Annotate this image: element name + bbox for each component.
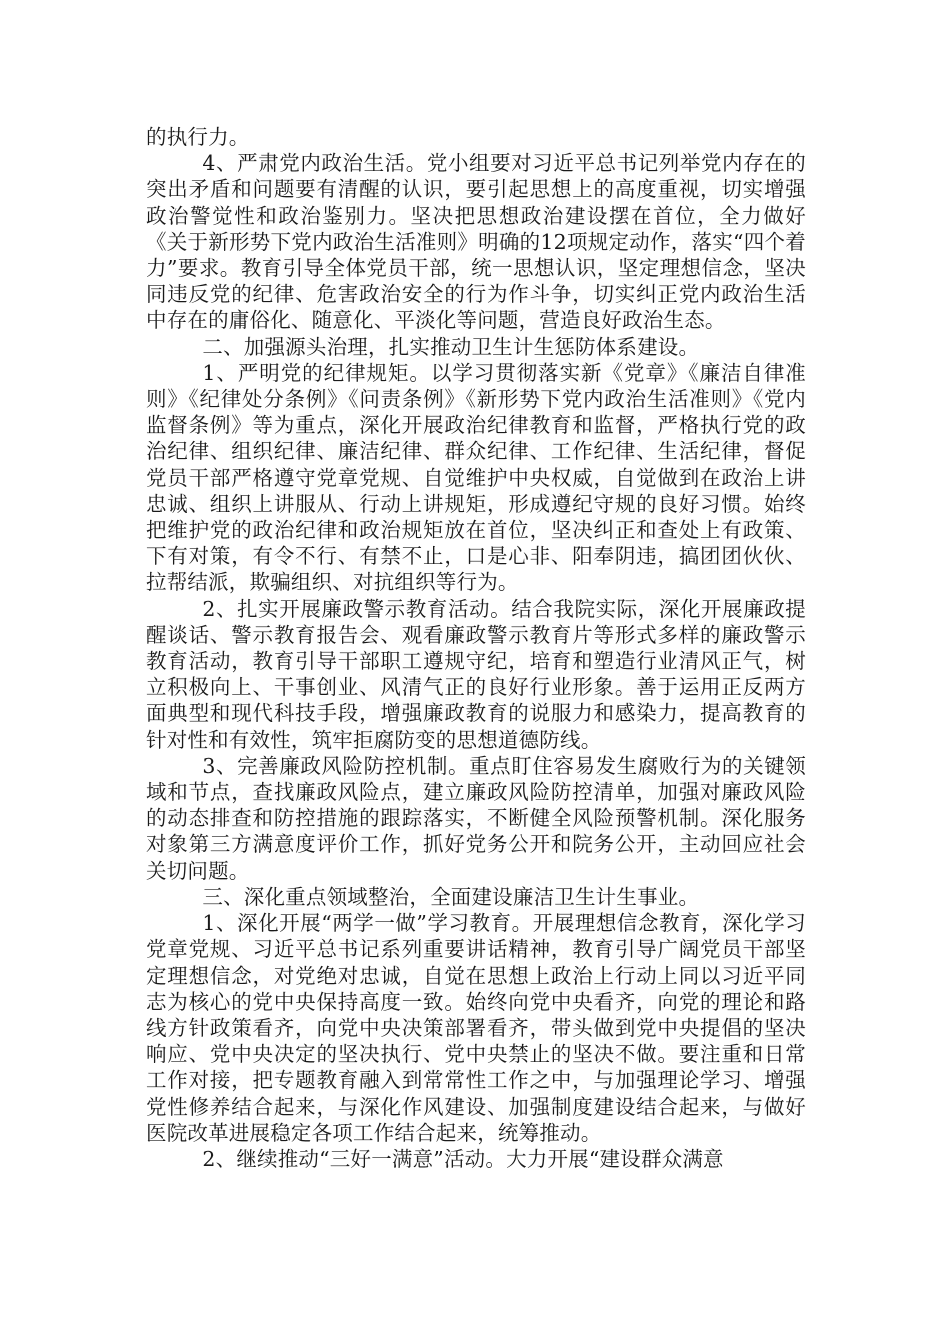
document-body <box>146 124 806 1172</box>
section-heading: 三、深化重点领域整治，全面建设廉洁卫生计生事业。 <box>202 884 700 909</box>
paragraph: 4、严肃党内政治生活。党小组要对习近平总书记列举党内存在的突出矛盾和问题要有清醒的认识，要引起思想上的高度重视，切实增强政治警觉性和政治鉴别力。坚决把思想政治建设摆在首位，全力做好《关于新形势下党内政治生活准则》明确的12项规定动作，落实“四个着力”要求。教育引导全体党员干部，统一思想认识，坚定理想信念，坚决同违反党的纪律、危害政治安全的行为作斗争，切实纠正党内政治生活中存在的庸俗化、随意化、平淡化等问题，营造良好政治生态。 <box>146 151 806 333</box>
paragraph: 的执行力。 <box>146 125 250 149</box>
section-heading: 二、加强源头治理，扎实推动卫生计生惩防体系建设。 <box>202 334 700 359</box>
paragraph: 3、完善廉政风险防控机制。重点盯住容易发生腐败行为的关键领域和节点，查找廉政风险点，建立廉政风险防控清单，加强对廉政风险的动态排查和防控措施的跟踪落实，不断健全风险预警机制。深化服务对象第三方满意度评价工作，抓好党务公开和院务公开，主动回应社会关切问题。 <box>146 753 806 883</box>
paragraph: 2、继续推动“三好一满意”活动。大力开展“建设群众满意 <box>202 1146 724 1171</box>
paragraph: 2、扎实开展廉政警示教育活动。结合我院实际，深化开展廉政提醒谈话、警示教育报告会、观看廉政警示教育片等形式多样的廉政警示教育活动，教育引导干部职工遵规守纪，培育和塑造行业清风正气，树立积极向上、干事创业、风清气正的良好行业形象。善于运用正反两方面典型和现代科技手段，增强廉政教育的说服力和感染力，提高教育的针对性和有效性，筑牢拒腐防变的思想道德防线。 <box>146 596 806 752</box>
paragraph: 1、严明党的纪律规矩。以学习贯彻落实新《党章》《廉洁自律准则》《纪律处分条例》《问责条例》《新形势下党内政治生活准则》《党内监督条例》等为重点，深化开展政治纪律教育和监督，严格执行党的政治纪律、组织纪律、廉洁纪律、群众纪律、工作纪律、生活纪律，督促党员干部严格遵守党章党规、自觉维护中央权威，自觉做到在政治上讲忠诚、组织上讲服从、行动上讲规矩，形成遵纪守规的良好习惯。始终把维护党的政治纪律和政治规矩放在首位，坚决纠正和查处上有政策、下有对策，有令不行、有禁不止，口是心非、阳奉阴违，搞团团伙伙、拉帮结派，欺骗组织、对抗组织等行为。 <box>146 360 806 595</box>
paragraph: 1、深化开展“两学一做”学习教育。开展理想信念教育，深化学习党章党规、习近平总书记系列重要讲话精神，教育引导广阔党员干部坚定理想信念，对党绝对忠诚，自觉在思想上政治上行动上同以习近平同志为核心的党中央保持高度一致。始终向党中央看齐，向党的理论和路线方针政策看齐，向党中央决策部署看齐，带头做到党中央提倡的坚决响应、党中央决定的坚决执行、党中央禁止的坚决不做。要注重和日常工作对接，把专题教育融入到常常性工作之中，与加强理论学习、增强党性修养结合起来，与深化作风建设、加强制度建设结合起来，与做好医院改革进展稳定各项工作结合起来，统筹推动。 <box>146 911 806 1145</box>
